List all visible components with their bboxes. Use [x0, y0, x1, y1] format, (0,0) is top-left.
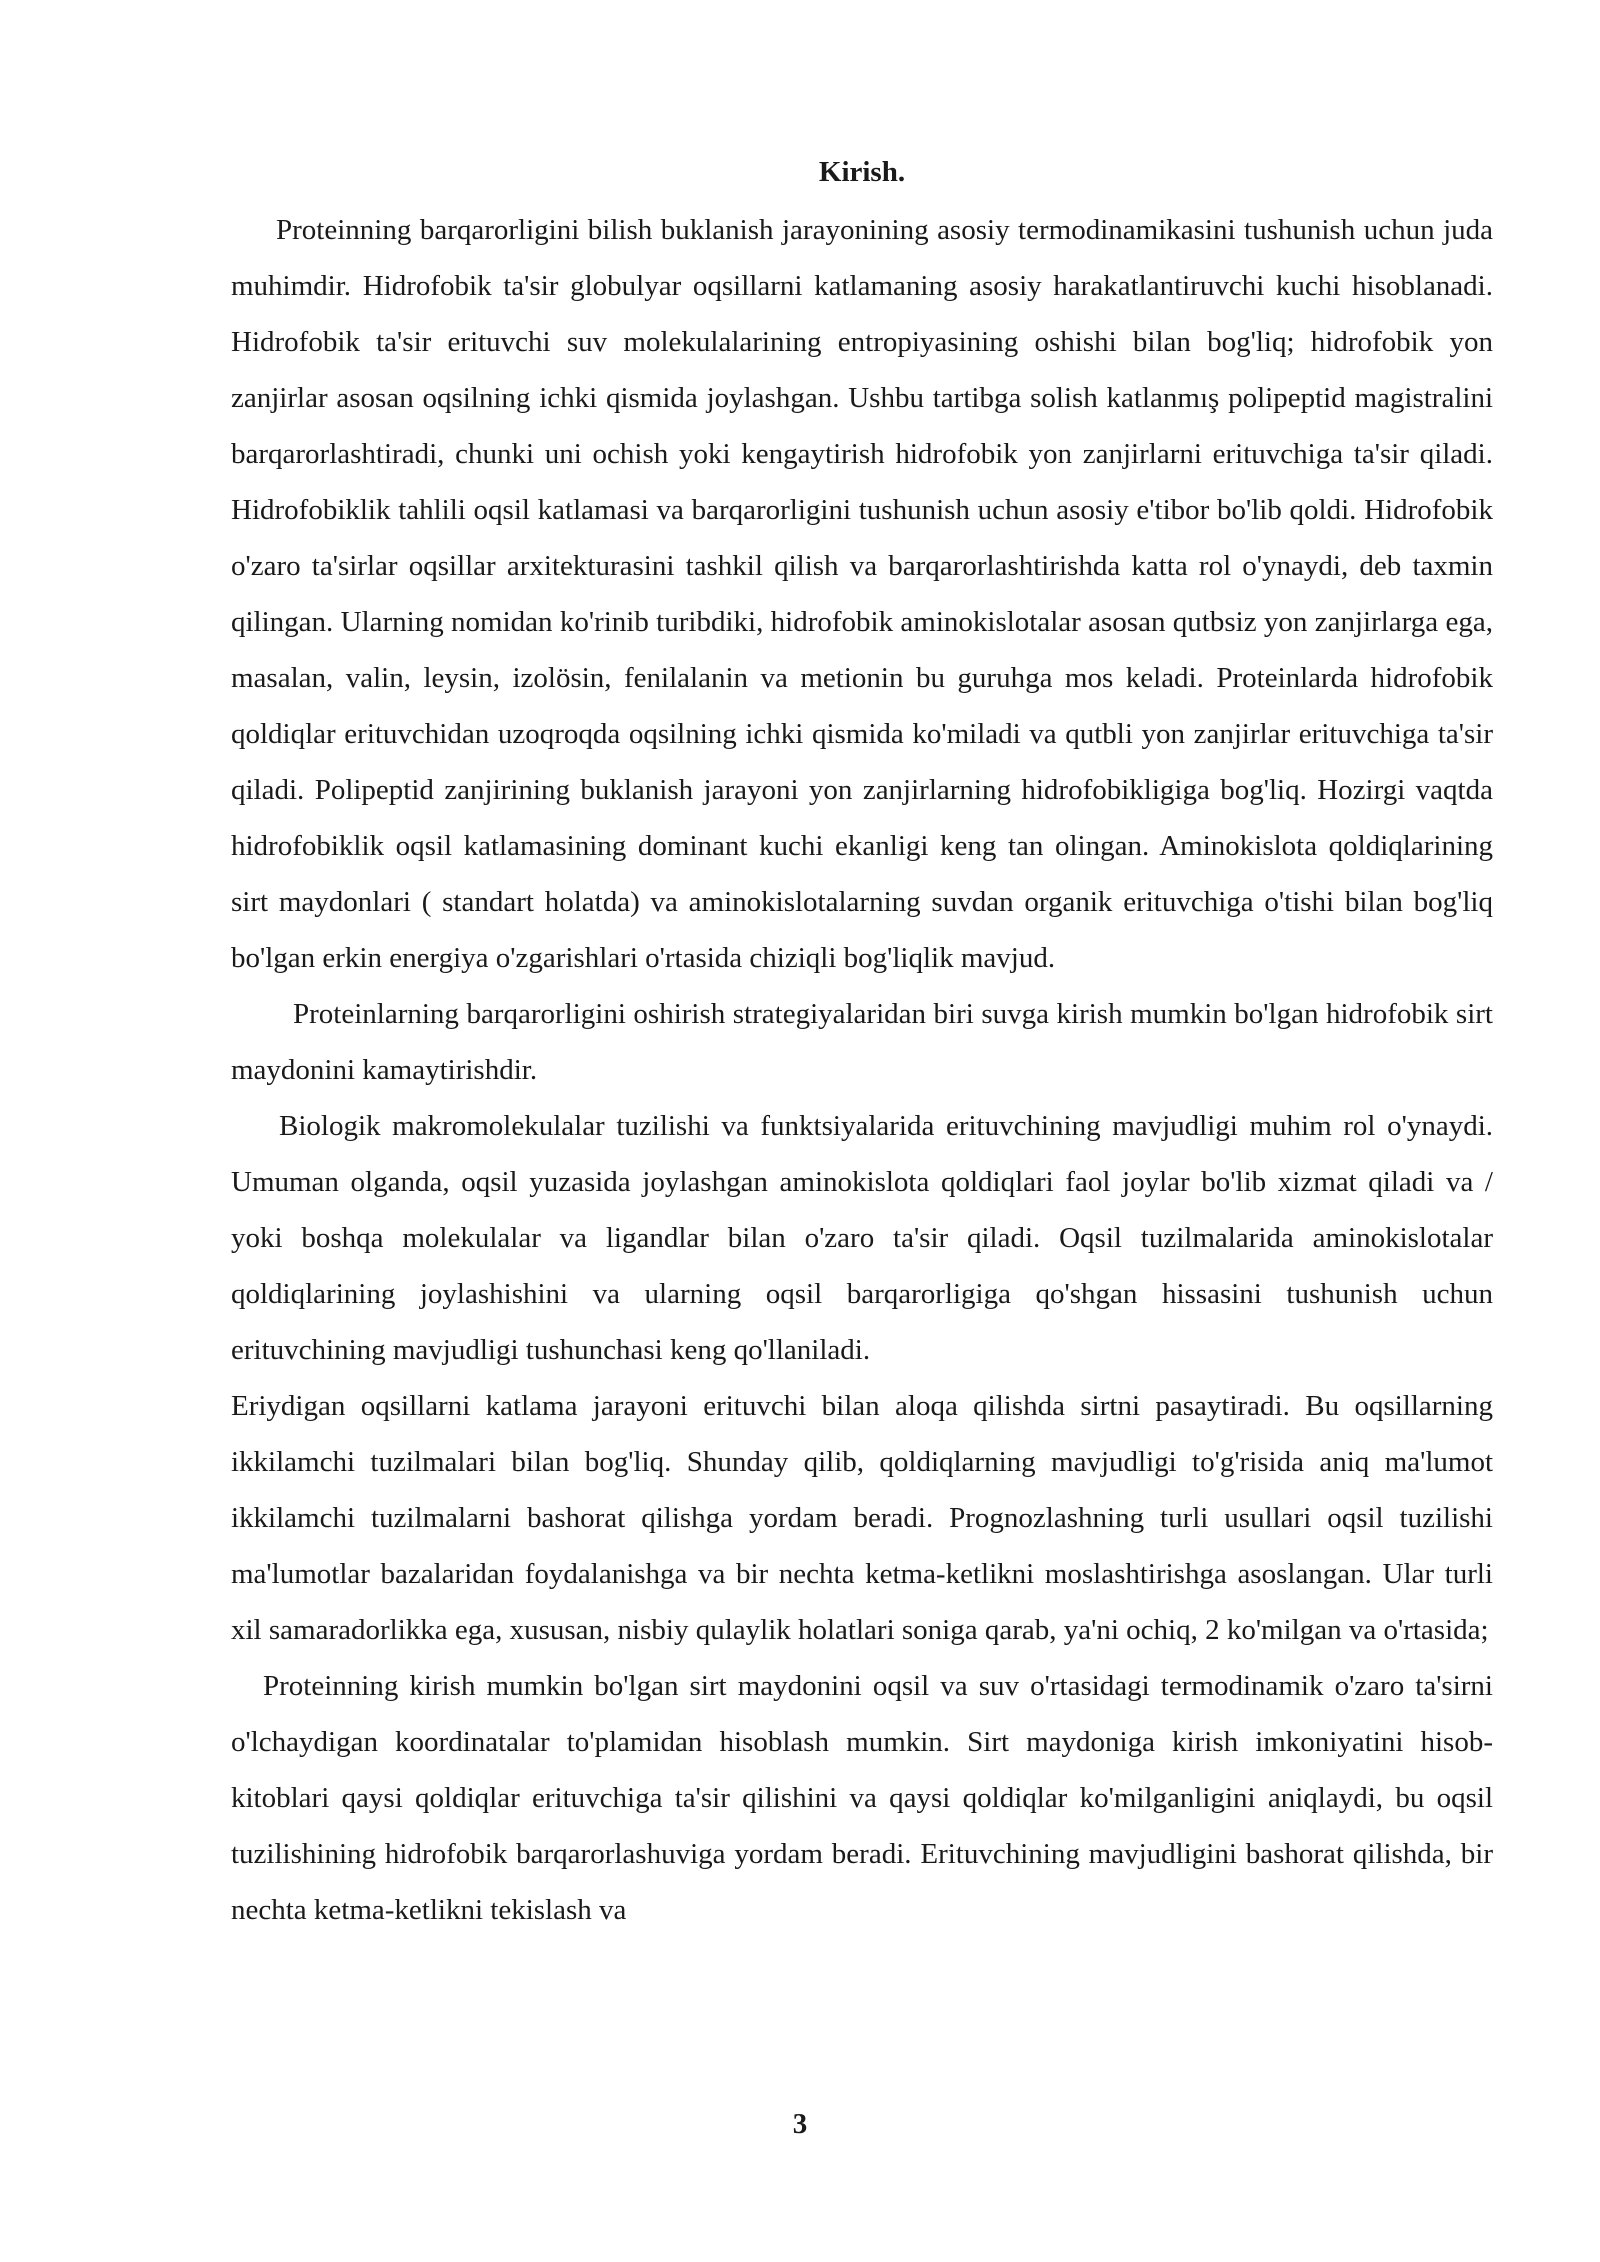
document-page — [231, 148, 1493, 1938]
page-number: 3 — [792, 2108, 808, 2140]
section-title: Kirish. — [818, 156, 906, 188]
paragraph-strategy: Proteinlarning barqarorligini oshirish strategiyalaridan biri suvga kirish mumkin bo'lgan hidrofobik sirt maydonini kamaytirishdir. — [231, 998, 1493, 1086]
paragraph-soluble-proteins: Eriydigan oqsillarni katlama jarayoni erituvchi bilan aloqa qilishda sirtni pasaytiradi. Bu oqsillarning ikkilamchi tuzilmalari bilan bog'liq. Shunday qilib, qoldiqlarning mavjudligi to'g'risida aniq ma'lumot ikkilamchi tuzilmalarni bashorat qilishga yordam beradi. Prognozlashning turli usullari oqsil tuzilishi ma'lumotlar bazalaridan foydalanishga va bir nechta ketma-ketlikni moslashtirishga asoslangan. Ular turli xil samaradorlikka ega, xususan, nisbiy qulaylik holatlari soniga qarab, ya'ni ochiq, 2 ko'milgan va o'rtasida; — [231, 1390, 1493, 1646]
paragraph-surface-area: Proteinning kirish mumkin bo'lgan sirt maydonini oqsil va suv o'rtasidagi termodinamik o'zaro ta'sirni o'lchaydigan koordinatalar to'plamidan hisoblash mumkin. Sirt maydoniga kirish imkoniyatini hisob-kitoblari qaysi qoldiqlar erituvchiga ta'sir qilishini va qaysi qoldiqlar ko'milganligini aniqlaydi, bu oqsil tuzilishining hidrofobik barqarorlashuviga yordam beradi. Erituvchining mavjudligini bashorat qilishda, bir nechta ketma-ketlikni tekislash va — [231, 1670, 1493, 1926]
paragraph-intro: Proteinning barqarorligini bilish buklanish jarayonining asosiy termodinamikasini tushunish uchun juda muhimdir. Hidrofobik ta'sir globulyar oqsillarni katlamaning asosiy harakatlantiruvchi kuchi hisoblanadi. Hidrofobik ta'sir erituvchi suv molekulalarining entropiyasining oshishi bilan bog'liq; hidrofobik yon zanjirlar asosan oqsilning ichki qismida joylashgan. Ushbu tartibga solish katlanmış polipeptid magistralini barqarorlashtiradi, chunki uni ochish yoki kengaytirish hidrofobik yon zanjirlarni erituvchiga ta'sir qiladi. Hidrofobiklik tahlili oqsil katlamasi va barqarorligini tushunish uchun asosiy e'tibor bo'lib qoldi. Hidrofobik o'zaro ta'sirlar oqsillar arxitekturasini tashkil qilish va barqarorlashtirishda katta rol o'ynaydi, deb taxmin qilingan. Ularning nomidan ko'rinib turibdiki, hidrofobik aminokislotalar asosan qutbsiz yon zanjirlarga ega, masalan, valin, leysin, izolösin, fenilalanin va metionin bu guruhga mos keladi. Proteinlarda hidrofobik qoldiqlar erituvchidan uzoqroqda oqsilning ichki qismida ko'miladi va qutbli yon zanjirlar erituvchiga ta'sir qiladi. Polipeptid zanjirining buklanish jarayoni yon zanjirlarning hidrofobikligiga bog'liq. Hozirgi vaqtda hidrofobiklik oqsil katlamasining dominant kuchi ekanligi keng tan olingan. Aminokislota qoldiqlarining sirt maydonlari ( standart holatda) va aminokislotalarning suvdan organik erituvchiga o'tishi bilan bog'liq bo'lgan erkin energiya o'zgarishlari o'rtasida chiziqli bog'liqlik mavjud. — [231, 214, 1493, 974]
paragraph-solvent-availability: Biologik makromolekulalar tuzilishi va funktsiyalarida erituvchining mavjudligi muhim rol o'ynaydi. Umuman olganda, oqsil yuzasida joylashgan aminokislota qoldiqlari faol joylar bo'lib xizmat qiladi va / yoki boshqa molekulalar va ligandlar bilan o'zaro ta'sir qiladi. Oqsil tuzilmalarida aminokislotalar qoldiqlarining joylashishini va ularning oqsil barqarorligiga qo'shgan hissasini tushunish uchun erituvchining mavjudligi tushunchasi keng qo'llaniladi. — [231, 1110, 1493, 1366]
